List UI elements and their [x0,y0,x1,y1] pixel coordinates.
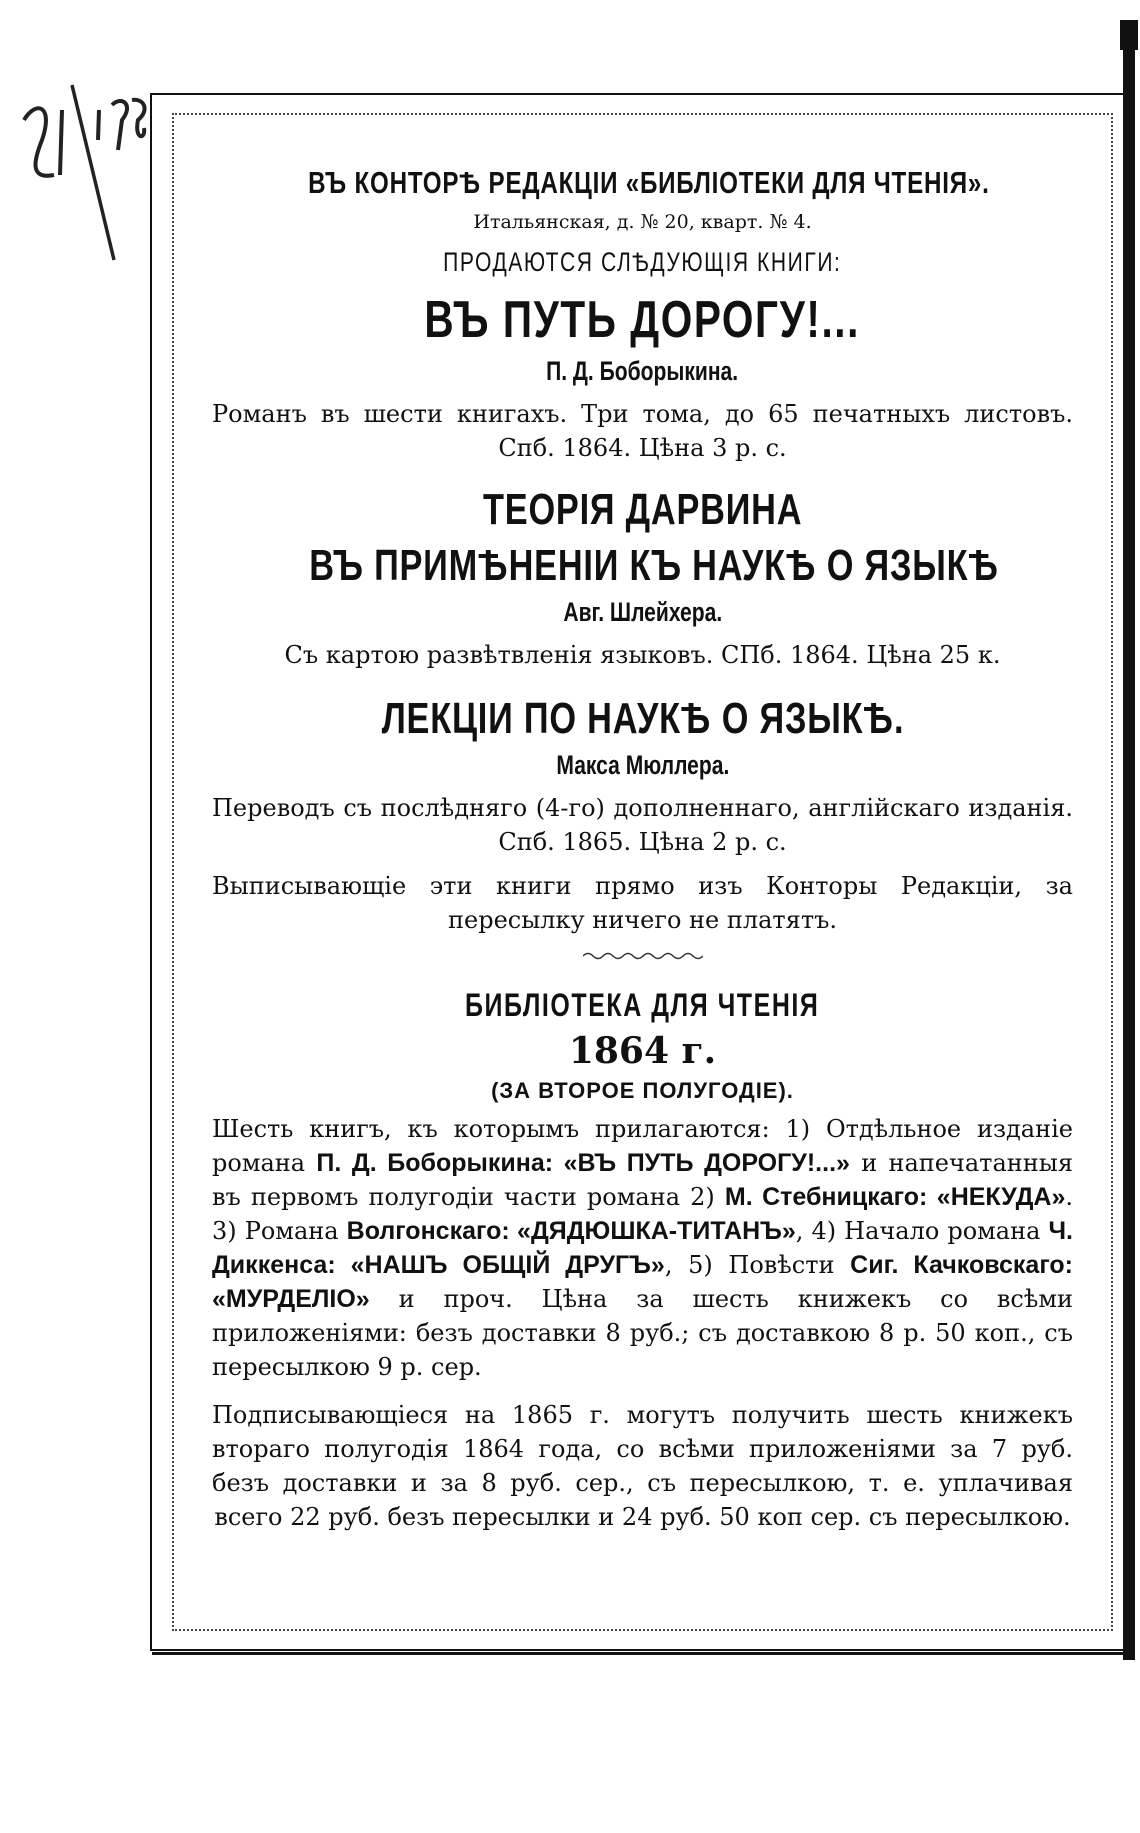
subscription-contents: Шесть книгъ, къ которымъ прилагаются: 1) Отдѣльное изданіе романа П. Д. Боборыкина: «ВЪ ПУТЬ ДОРОГУ!...» и напечатанныя въ первомъ полугодіи части романа 2) М. Стебницкаго: «НЕКУДА». 3) Романа Волгонскаго: «ДЯДЮШКА-ТИТАНЪ», 4) Начало романа Ч. Диккенса: «НАШЪ ОБЩІЙ ДРУГЪ», 5) Повѣсти Сиг. Качковскаго: «МУРДЕЛІО» и проч. Цѣна за шесть книжекъ со всѣми приложеніями: безъ доставки 8 руб.; съ доставкою 8 р. 50 коп., съ пересылкою 9 р. сер. [212,1115,1073,1381]
book3-description: Переводъ съ послѣдняго (4-го) дополненнаго, англійскаго изданія. Спб. 1865. Цѣна 2 р. с. [212,794,1073,856]
handwritten-note [14,80,154,280]
book1-description: Романъ въ шести книгахъ. Три тома, до 65 печатныхъ листовъ. Спб. 1864. Цѣна 3 р. с. [212,400,1073,462]
advertisement [212,165,1073,1534]
subscription-offer: Подписывающіеся на 1865 г. могутъ получить шесть книжекъ втораго полугодія 1864 года, со всѣми приложеніями за 7 руб. безъ доставки и за 8 руб. сер., съ пересылкою, т. е. уплачивая всего 22 руб. безъ пересылки и 24 руб. 50 коп сер. съ пересылкою. [212,1401,1073,1531]
book3-author: Макса Мюллера. [556,750,729,780]
office-heading: ВЪ КОНТОРѢ РЕДАКЦІИ «БИБЛІОТЕКИ ДЛЯ ЧТЕНІЯ». [308,165,990,200]
office-address: Итальянская, д. № 20, кварт. № 4. [473,211,812,233]
journal-masthead: БИБЛІОТЕКА ДЛЯ ЧТЕНІЯ [465,987,820,1023]
book1-title: ВЪ ПУТЬ ДОРОГУ!... [424,291,861,349]
book2-author: Авг. Шлейхера. [563,597,722,627]
book1-author: П. Д. Боборыкина. [546,356,739,386]
sale-announcement: ПРОДАЮТСЯ СЛѢДУЮЩІЯ КНИГИ: [443,247,842,277]
half-year-label: (ЗА ВТОРОЕ ПОЛУГОДІЕ). [491,1078,794,1103]
page-frame [150,93,1135,1651]
book2-description: Съ картою развѣтвленія языковъ. СПб. 1864. Цѣна 25 к. [284,641,1001,669]
subscription-year: 1864 г. [568,1030,717,1072]
ornament-divider [583,951,703,961]
book3-title: ЛЕКЦІИ ПО НАУКѢ О ЯЗЫКѢ. [381,694,904,743]
postage-note: Выписывающіе эти книги прямо изъ Конторы Редакціи, за пересылку ничего не платятъ. [212,872,1073,934]
book2-title-line2: ВЪ ПРИМѢНЕНІИ КЪ НАУКѢ О ЯЗЫКѢ [309,541,999,590]
book2-title-line1: ТЕОРІЯ ДАРВИНА [482,485,803,534]
